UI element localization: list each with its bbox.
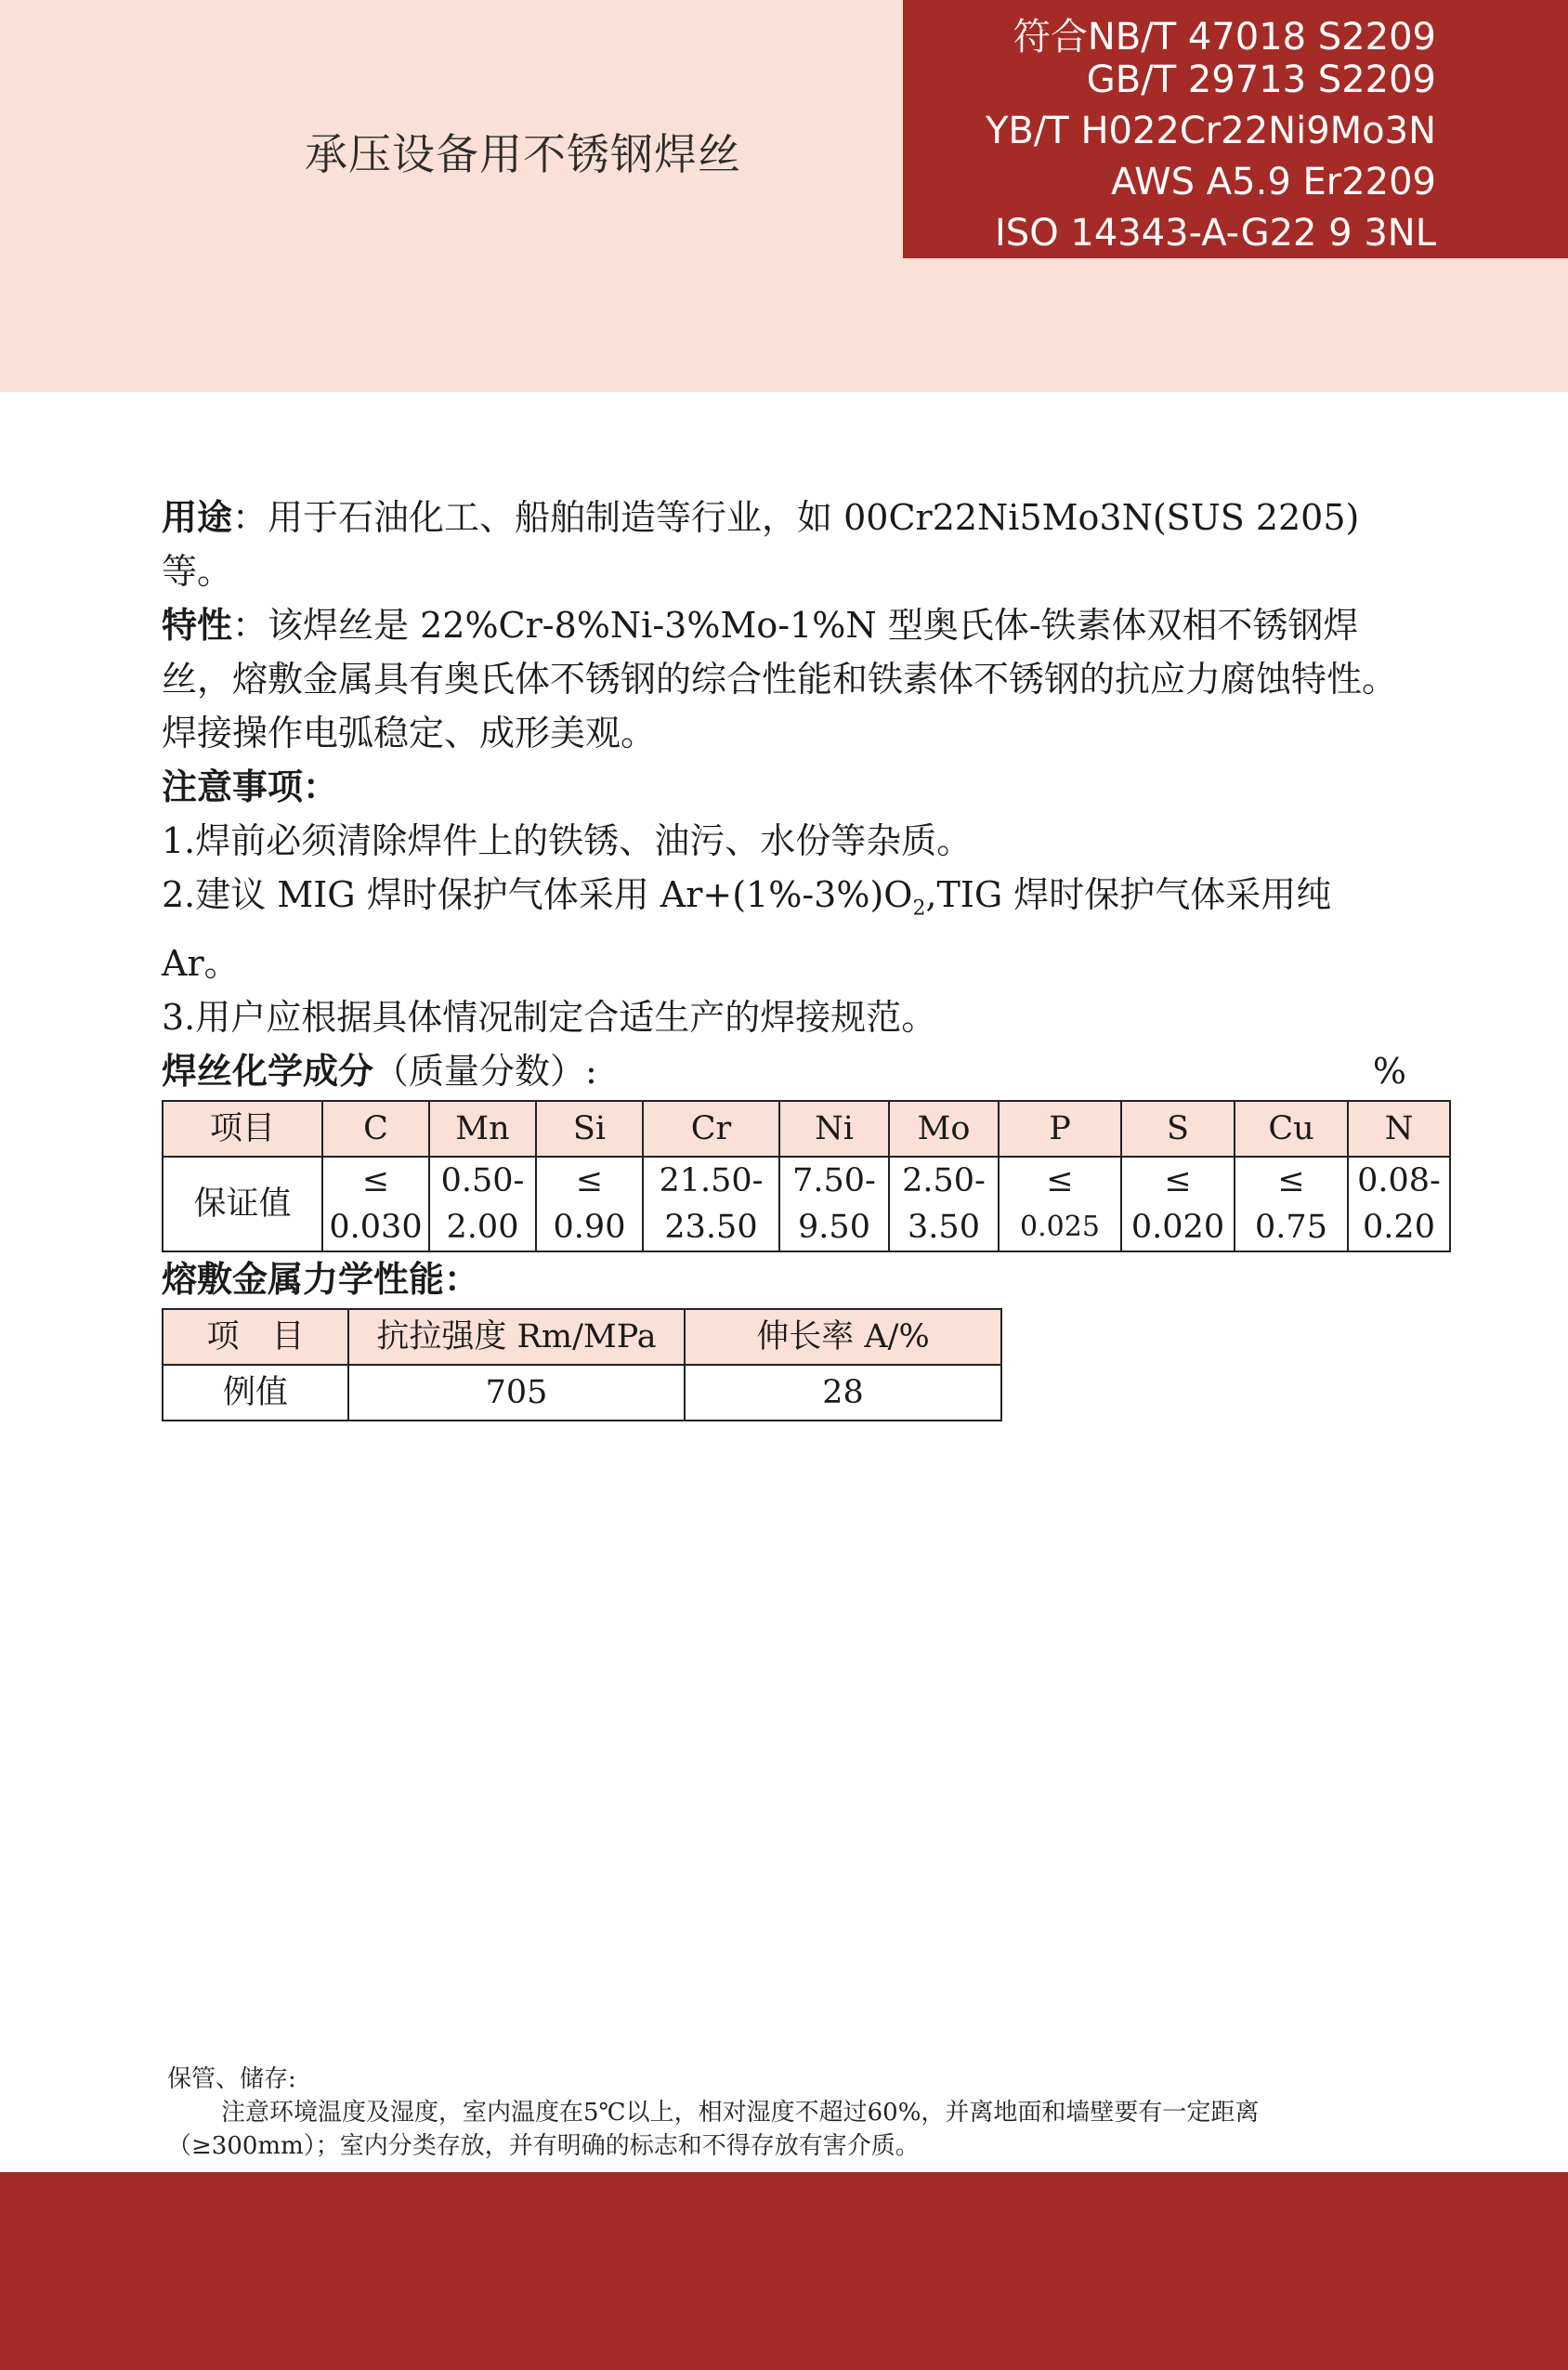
note-item-2: 2.建议 MIG 焊时保护气体采用 $Ar+(1\%-3\%)O_2,TIG$ 焊时保护气体采用纯 Ar。: [162, 874, 1332, 984]
usage-text: ：用于石油化工、船舶制造等行业，如 00Cr22Ni5Mo3N(SUS 2205)等。: [162, 497, 1360, 592]
element-value: ≤ 0.030: [322, 1157, 429, 1251]
element-header: C: [322, 1101, 429, 1157]
product-title: 承压设备用不锈钢焊丝: [305, 129, 741, 179]
features-paragraph: [162, 598, 1406, 760]
element-value: ≤ 0.020: [1121, 1157, 1235, 1251]
notes-title: 注意事项：: [162, 766, 339, 807]
note-item-1: 1.焊前必须清除焊件上的铁锈、油污、水份等杂质。: [162, 820, 973, 861]
element-header: Cu: [1235, 1101, 1348, 1157]
element-header: Mn: [429, 1101, 536, 1157]
usage-paragraph: [162, 491, 1406, 598]
mechanical-table: [162, 1308, 1002, 1421]
element-header: Si: [536, 1101, 643, 1157]
element-value: ≤ 0.025: [999, 1157, 1121, 1251]
standard-line: YB/T H022Cr22Ni9Mo3N: [985, 110, 1436, 152]
element-header: S: [1121, 1101, 1235, 1157]
mechanical-header: 抗拉强度 Rm/MPa: [348, 1309, 685, 1365]
storage-text: 注意环境温度及湿度，室内温度在5℃以上，相对湿度不超过60%，并离地面和墙壁要有一定距离（≥300mm）；室内分类存放，并有明确的标志和不得存放有害介质。: [167, 2099, 1260, 2160]
element-value: ≤ 0.75: [1235, 1157, 1348, 1251]
usage-label: 用途: [162, 497, 233, 538]
element-header: Ni: [779, 1101, 889, 1157]
main-content: [162, 491, 1441, 1421]
mechanical-row-label: 例值: [163, 1365, 348, 1421]
element-value: 7.50- 9.50: [779, 1157, 889, 1251]
standard-line: AWS A5.9 Er2209: [1110, 161, 1436, 203]
chemistry-title-row: [162, 1044, 1406, 1098]
element-header: Mo: [889, 1101, 999, 1157]
standard-line: 符合NB/T 47018 S2209: [1013, 16, 1436, 59]
element-header: Cr: [643, 1101, 779, 1157]
features-label: 特性: [162, 605, 233, 646]
features-text: ：该焊丝是 22%Cr-8%Ni-3%Mo-1%N 型奥氏体-铁素体双相不锈钢焊丝，熔敷金属具有奥氏体不锈钢的综合性能和铁素体不锈钢的抗应力腐蚀特性。焊接操作电弧稳定、成形美观。: [162, 605, 1398, 753]
chemistry-table: [162, 1100, 1451, 1252]
storage-title: 保管、储存:: [167, 2065, 296, 2093]
storage-notes: [167, 2062, 1431, 2163]
standard-line: GB/T 29713 S2209: [1086, 59, 1436, 101]
element-header: N: [1348, 1101, 1450, 1157]
element-value: ≤ 0.90: [536, 1157, 643, 1251]
chemistry-title: 焊丝化学成分: [162, 1050, 374, 1092]
chemistry-row-label: 保证值: [163, 1157, 322, 1251]
element-value: 0.50- 2.00: [429, 1157, 536, 1251]
element-value: 0.08- 0.20: [1348, 1157, 1450, 1251]
mechanical-header-row: [163, 1309, 1001, 1365]
standard-line: ISO 14343-A-G22 9 3NL: [995, 212, 1436, 255]
mechanical-title-row: [162, 1252, 1406, 1306]
chemistry-unit: %: [1372, 1050, 1406, 1092]
chemistry-title-suffix: （质量分数）:: [373, 1050, 597, 1092]
chemistry-value-row: [163, 1157, 1450, 1251]
tensile-strength-value: 705: [348, 1365, 685, 1421]
element-value: 2.50- 3.50: [889, 1157, 999, 1251]
mechanical-title: 熔敷金属力学性能：: [162, 1258, 480, 1300]
mechanical-header: 伸长率 A/%: [685, 1309, 1001, 1365]
mechanical-value-row: [163, 1365, 1001, 1421]
element-value: 21.50- 23.50: [643, 1157, 779, 1251]
standards-box: [903, 0, 1568, 258]
chemistry-row-header: 项目: [163, 1101, 322, 1157]
note-item-3: 3.用户应根据具体情况制定合适生产的焊接规范。: [162, 996, 937, 1038]
chemistry-header-row: [163, 1101, 1450, 1157]
mechanical-header: 项 目: [163, 1309, 348, 1365]
footer-band: [0, 2172, 1568, 2370]
elongation-value: 28: [685, 1365, 1001, 1421]
element-header: P: [999, 1101, 1121, 1157]
